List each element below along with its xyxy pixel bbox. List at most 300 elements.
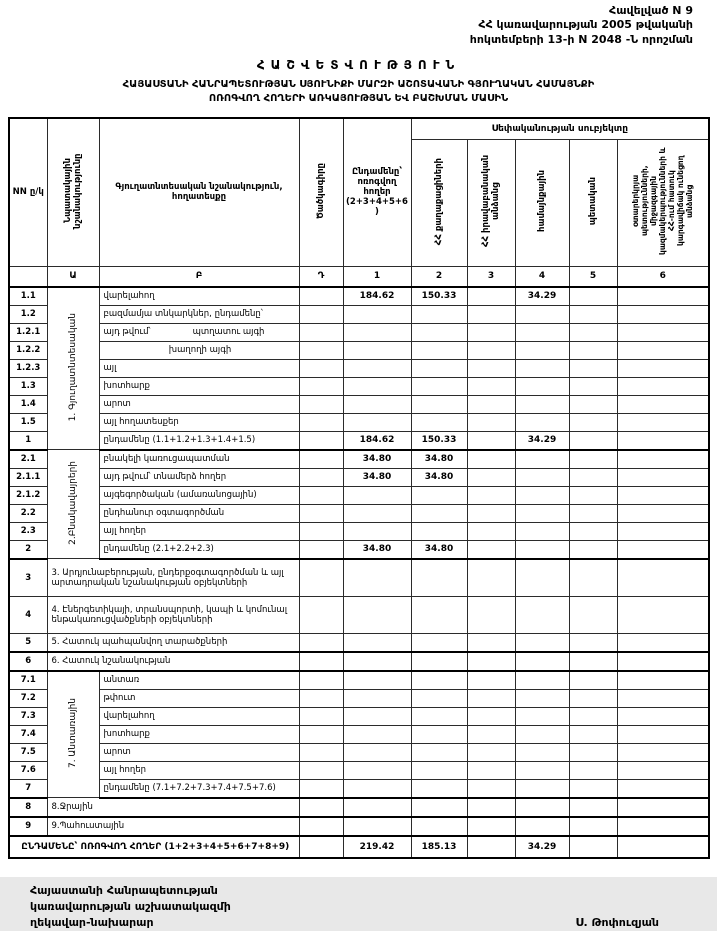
- value-cell-5: [569, 540, 617, 559]
- signatory-line-2: կառավարության աշխատակազմի: [30, 899, 231, 913]
- row-number-cell: 1.2.1: [9, 323, 47, 341]
- table-row: [9, 707, 709, 725]
- value-cell-2: [411, 707, 467, 725]
- table-row: [9, 817, 709, 836]
- table-row: [9, 798, 709, 817]
- value-cell-4: [515, 504, 569, 522]
- value-cell-1: 34.80: [343, 468, 411, 486]
- value-cell-3: [467, 707, 515, 725]
- value-cell-3: [467, 305, 515, 323]
- value-cell-0: [299, 522, 343, 540]
- value-cell-0: [299, 486, 343, 504]
- value-cell-4: [515, 540, 569, 559]
- col-header-citizens-text: ՀՀ քաղաքացիների: [433, 157, 444, 245]
- land-type-cell: 6. Հատուկ նշանակության: [47, 652, 299, 671]
- appendix-line-3: հոկտեմբերի 13-ի N 2048 -Ն որոշման: [469, 32, 693, 46]
- value-cell-1: 34.80: [343, 540, 411, 559]
- appendix-line-2: ՀՀ կառավարության 2005 թվականի: [478, 18, 693, 32]
- value-cell-4: [515, 707, 569, 725]
- col-index-9: 6: [617, 266, 709, 287]
- value-cell-6: [617, 559, 709, 597]
- purpose-group-cell: [47, 671, 99, 798]
- value-cell-4: [515, 798, 569, 817]
- value-cell-3: [467, 725, 515, 743]
- row-number-cell: 1.4: [9, 395, 47, 413]
- value-cell-1: [343, 323, 411, 341]
- appendix-line-1: Հավելված N 9: [609, 4, 693, 17]
- value-cell-2: [411, 413, 467, 431]
- table-row: [9, 450, 709, 469]
- value-cell-4: [515, 743, 569, 761]
- page-title: ՀԱՇՎԵՏՎՈՒԹՅՈՒՆ: [256, 57, 461, 72]
- row-number-cell: 7: [9, 779, 47, 798]
- value-cell-0: [299, 468, 343, 486]
- table-row: [9, 395, 709, 413]
- row-number-cell: 5: [9, 633, 47, 652]
- row-number-cell: 7.2: [9, 689, 47, 707]
- value-cell-5: [569, 725, 617, 743]
- land-type-cell: խոտհարք: [99, 377, 299, 395]
- table-row: [9, 689, 709, 707]
- value-cell-0: [299, 305, 343, 323]
- value-cell-3: [467, 450, 515, 469]
- value-cell-2: 34.80: [411, 468, 467, 486]
- value-cell-5: [569, 450, 617, 469]
- value-cell-2: [411, 652, 467, 671]
- land-type-cell: այլ հողեր: [99, 522, 299, 540]
- land-type-cell: 3. Արդյունաբերության, ընդերքօգտագործման և այլ արտադրական նշանակության օբյեկտների: [47, 559, 299, 597]
- value-cell-4: [515, 341, 569, 359]
- value-cell-1: 184.62: [343, 287, 411, 306]
- value-cell-6: [617, 468, 709, 486]
- value-cell-4: [515, 671, 569, 690]
- table-row: [9, 522, 709, 540]
- table-row: [9, 540, 709, 559]
- value-cell-2: 150.33: [411, 287, 467, 306]
- col-header-foreign-text: օտարերկրյա պետությունների, միջազգային կազմակերպությունների և ՀՀ-ում հատուկ կարգավիճակ ունեցող անձանց: [631, 147, 695, 256]
- col-index-4: 1: [343, 266, 411, 287]
- value-cell-0: [299, 725, 343, 743]
- row-number-cell: 4: [9, 596, 47, 633]
- value-cell-6: [617, 305, 709, 323]
- col-header-ownership-group: Սեփականության սուբյեկտը: [411, 118, 709, 140]
- signatory-title: [30, 883, 231, 931]
- col-header-total: Ընդամենը՝ ոռոգվող հողեր (2+3+4+5+6): [343, 118, 411, 267]
- value-cell-6: [617, 287, 709, 306]
- value-cell-0: [299, 798, 343, 817]
- value-cell-5: [569, 287, 617, 306]
- land-type-cell: բազմամյա տնկարկներ, ընդամենը՝: [99, 305, 299, 323]
- value-cell-2: [411, 689, 467, 707]
- column-index-row: [9, 266, 709, 287]
- value-cell-1: [343, 305, 411, 323]
- value-cell-1: [343, 761, 411, 779]
- value-cell-0: [299, 395, 343, 413]
- value-cell-5: [569, 413, 617, 431]
- value-cell-3: [467, 431, 515, 450]
- purpose-group-label: 2.Բնակավայրերի: [67, 460, 78, 545]
- land-type-cell: խաղողի այգի: [99, 341, 299, 359]
- table-body: [9, 287, 709, 858]
- value-cell-4: [515, 761, 569, 779]
- label-main: պտղատու այգի: [192, 327, 265, 338]
- row-number-cell: 7.3: [9, 707, 47, 725]
- value-cell-5: [569, 504, 617, 522]
- value-cell-0: [299, 817, 343, 836]
- value-cell-5: [569, 671, 617, 690]
- row-number-cell: 1.2: [9, 305, 47, 323]
- value-cell-2: [411, 341, 467, 359]
- land-type-cell: վարելահող: [99, 287, 299, 306]
- col-header-legal: [467, 139, 515, 266]
- value-cell-4: [515, 359, 569, 377]
- value-cell-5: [569, 359, 617, 377]
- col-header-foreign: [617, 139, 709, 266]
- value-cell-1: [343, 633, 411, 652]
- value-cell-3: [467, 323, 515, 341]
- row-number-cell: 7.1: [9, 671, 47, 690]
- value-cell-3: [467, 504, 515, 522]
- value-cell-3: [467, 596, 515, 633]
- value-cell-0: [299, 779, 343, 798]
- value-cell-3: [467, 377, 515, 395]
- land-type-cell: արոտ: [99, 743, 299, 761]
- land-type-cell: [99, 323, 299, 341]
- land-type-cell: արոտ: [99, 395, 299, 413]
- value-cell-1: [343, 413, 411, 431]
- value-cell-5: [569, 596, 617, 633]
- value-cell-2: [411, 817, 467, 836]
- row-number-cell: 3: [9, 559, 47, 597]
- value-cell-2: 34.80: [411, 450, 467, 469]
- value-cell-3: [467, 761, 515, 779]
- purpose-group-label: 7. Անտառային: [67, 698, 78, 769]
- grand-total-value-3: [467, 836, 515, 858]
- value-cell-5: [569, 707, 617, 725]
- row-number-cell: 1.2.3: [9, 359, 47, 377]
- value-cell-5: [569, 817, 617, 836]
- value-cell-4: [515, 377, 569, 395]
- value-cell-2: [411, 377, 467, 395]
- value-cell-5: [569, 323, 617, 341]
- table-row: [9, 431, 709, 450]
- col-index-2: Բ: [99, 266, 299, 287]
- value-cell-0: [299, 596, 343, 633]
- subtitle-line-2: ՈՌՈԳՎՈՂ ՀՈՂԵՐԻ ԱՌԿԱՅՈՒԹՅԱՆ ԵՎ ԲԱՇԽՄԱՆ ՄԱՍԻՆ: [208, 93, 509, 105]
- value-cell-0: [299, 540, 343, 559]
- value-cell-3: [467, 468, 515, 486]
- irrigated-lands-table: [8, 117, 710, 859]
- value-cell-2: [411, 504, 467, 522]
- value-cell-1: [343, 689, 411, 707]
- value-cell-6: [617, 652, 709, 671]
- value-cell-3: [467, 522, 515, 540]
- value-cell-4: 34.29: [515, 287, 569, 306]
- value-cell-1: [343, 652, 411, 671]
- value-cell-2: [411, 596, 467, 633]
- value-cell-1: [343, 486, 411, 504]
- value-cell-4: 34.29: [515, 431, 569, 450]
- signatory-line-1: Հայաստանի Հանրապետության: [30, 883, 218, 897]
- value-cell-0: [299, 559, 343, 597]
- value-cell-0: [299, 761, 343, 779]
- value-cell-4: [515, 689, 569, 707]
- row-number-cell: 2.1: [9, 450, 47, 469]
- table-row: [9, 671, 709, 690]
- table-row: [9, 504, 709, 522]
- value-cell-1: [343, 504, 411, 522]
- value-cell-2: [411, 743, 467, 761]
- value-cell-4: [515, 468, 569, 486]
- land-type-cell: այլ: [99, 359, 299, 377]
- value-cell-6: [617, 522, 709, 540]
- value-cell-6: [617, 486, 709, 504]
- value-cell-6: [617, 707, 709, 725]
- col-index-5: 2: [411, 266, 467, 287]
- value-cell-0: [299, 671, 343, 690]
- grand-total-value-5: [569, 836, 617, 858]
- table-row: [9, 287, 709, 306]
- col-index-7: 4: [515, 266, 569, 287]
- col-header-citizens: [411, 139, 467, 266]
- row-number-cell: 2.2: [9, 504, 47, 522]
- value-cell-2: [411, 559, 467, 597]
- col-index-6: 3: [467, 266, 515, 287]
- value-cell-1: [343, 377, 411, 395]
- value-cell-3: [467, 743, 515, 761]
- value-cell-3: [467, 413, 515, 431]
- value-cell-6: [617, 377, 709, 395]
- row-number-cell: 1.2.2: [9, 341, 47, 359]
- col-header-community-text: համայնքային: [536, 170, 547, 233]
- subtitle-line-1: ՀԱՅԱՍՏԱՆԻ ՀԱՆՐԱՊԵՏՈՒԹՅԱՆ ՍՅՈՒՆԻՔԻ ՄԱՐԶԻ ԱՇՈՏԱՎԱՆԻ ԳՅՈՒՂԱԿԱՆ ՀԱՄԱՅՆՔԻ: [122, 78, 595, 90]
- value-cell-5: [569, 341, 617, 359]
- col-index-0: [9, 266, 47, 287]
- value-cell-5: [569, 559, 617, 597]
- value-cell-6: [617, 761, 709, 779]
- table-row: [9, 413, 709, 431]
- value-cell-6: [617, 450, 709, 469]
- value-cell-3: [467, 540, 515, 559]
- purpose-group-cell: [47, 287, 99, 450]
- table-row: [9, 323, 709, 341]
- value-cell-0: [299, 633, 343, 652]
- value-cell-3: [467, 652, 515, 671]
- value-cell-5: [569, 779, 617, 798]
- value-cell-2: [411, 633, 467, 652]
- col-header-community: [515, 139, 569, 266]
- value-cell-4: [515, 395, 569, 413]
- value-cell-0: [299, 431, 343, 450]
- value-cell-3: [467, 779, 515, 798]
- land-type-cell: այլ հողատեսքեր: [99, 413, 299, 431]
- col-header-code: [299, 118, 343, 267]
- row-number-cell: 1.1: [9, 287, 47, 306]
- value-cell-2: [411, 725, 467, 743]
- value-cell-5: [569, 798, 617, 817]
- land-type-cell: ընդհանուր օգտագործման: [99, 504, 299, 522]
- land-type-cell: վարելահող: [99, 707, 299, 725]
- value-cell-4: [515, 596, 569, 633]
- land-type-cell: 8.Ջրային: [47, 798, 299, 817]
- table-row: [9, 559, 709, 597]
- page-subtitle: [0, 78, 717, 107]
- value-cell-6: [617, 725, 709, 743]
- land-type-cell: թփուտ: [99, 689, 299, 707]
- table-row: [9, 596, 709, 633]
- grand-total-row: [9, 836, 709, 858]
- value-cell-3: [467, 341, 515, 359]
- value-cell-5: [569, 395, 617, 413]
- value-cell-3: [467, 633, 515, 652]
- value-cell-6: [617, 540, 709, 559]
- land-type-cell: ընդամենը (7.1+7.2+7.3+7.4+7.5+7.6): [99, 779, 299, 798]
- value-cell-5: [569, 486, 617, 504]
- value-cell-6: [617, 596, 709, 633]
- col-header-land-type: Գյուղատնտեսական նշանակություն, հողատեսքը: [99, 118, 299, 267]
- value-cell-6: [617, 413, 709, 431]
- value-cell-0: [299, 413, 343, 431]
- grand-total-value-0: [299, 836, 343, 858]
- table-row: [9, 633, 709, 652]
- land-type-cell: բնակելի կառուցապատման: [99, 450, 299, 469]
- grand-total-value-4: 34.29: [515, 836, 569, 858]
- col-index-1: Ա: [47, 266, 99, 287]
- value-cell-4: [515, 486, 569, 504]
- value-cell-3: [467, 671, 515, 690]
- value-cell-6: [617, 431, 709, 450]
- value-cell-6: [617, 689, 709, 707]
- value-cell-0: [299, 689, 343, 707]
- value-cell-4: [515, 725, 569, 743]
- value-cell-1: 184.62: [343, 431, 411, 450]
- table-row: [9, 486, 709, 504]
- signature-name: Ս. Թոփուզյան: [575, 915, 659, 929]
- value-cell-5: [569, 761, 617, 779]
- value-cell-1: [343, 779, 411, 798]
- value-cell-3: [467, 559, 515, 597]
- grand-total-label: ԸՆԴԱՄԵՆԸ՝ ՈՌՈԳՎՈՂ ՀՈՂԵՐ (1+2+3+4+5+6+7+8+9): [9, 836, 299, 858]
- value-cell-1: [343, 596, 411, 633]
- land-type-cell: անտառ: [99, 671, 299, 690]
- table-row: [9, 725, 709, 743]
- value-cell-1: [343, 341, 411, 359]
- value-cell-2: 34.80: [411, 540, 467, 559]
- value-cell-2: [411, 323, 467, 341]
- value-cell-6: [617, 504, 709, 522]
- col-header-purpose-text: Նպատակային նշանակությունը: [62, 153, 83, 229]
- land-type-cell: այլ հողեր: [99, 761, 299, 779]
- label-prefix: այդ թվում՝: [103, 327, 151, 338]
- value-cell-6: [617, 817, 709, 836]
- value-cell-1: [343, 359, 411, 377]
- row-number-cell: 6: [9, 652, 47, 671]
- value-cell-2: 150.33: [411, 431, 467, 450]
- table-row: [9, 468, 709, 486]
- land-type-cell: այգեգործական (ամառանոցային): [99, 486, 299, 504]
- value-cell-0: [299, 743, 343, 761]
- value-cell-3: [467, 689, 515, 707]
- col-index-3: Դ: [299, 266, 343, 287]
- col-header-legal-text: ՀՀ իրավաբանական անձանց: [480, 155, 501, 248]
- value-cell-4: [515, 652, 569, 671]
- land-type-cell: ընդամենը (1.1+1.2+1.3+1.4+1.5): [99, 431, 299, 450]
- value-cell-1: [343, 522, 411, 540]
- value-cell-5: [569, 743, 617, 761]
- value-cell-1: [343, 817, 411, 836]
- value-cell-6: [617, 779, 709, 798]
- value-cell-5: [569, 468, 617, 486]
- value-cell-6: [617, 743, 709, 761]
- appendix-block: [0, 0, 717, 47]
- value-cell-1: [343, 395, 411, 413]
- value-cell-3: [467, 798, 515, 817]
- value-cell-5: [569, 689, 617, 707]
- value-cell-1: [343, 798, 411, 817]
- value-cell-0: [299, 323, 343, 341]
- col-header-nn: NN ը/կ: [9, 118, 47, 267]
- value-cell-2: [411, 305, 467, 323]
- value-cell-6: [617, 395, 709, 413]
- value-cell-1: [343, 725, 411, 743]
- grand-total-value-2: 185.13: [411, 836, 467, 858]
- grand-total-value-1: 219.42: [343, 836, 411, 858]
- value-cell-4: [515, 305, 569, 323]
- table-row: [9, 779, 709, 798]
- value-cell-2: [411, 359, 467, 377]
- value-cell-0: [299, 341, 343, 359]
- grand-total-value-6: [617, 836, 709, 858]
- value-cell-4: [515, 559, 569, 597]
- table-row: [9, 761, 709, 779]
- value-cell-4: [515, 450, 569, 469]
- value-cell-6: [617, 798, 709, 817]
- row-number-cell: 1.5: [9, 413, 47, 431]
- land-type-cell: 5. Հատուկ պահպանվող տարածքների: [47, 633, 299, 652]
- row-number-cell: 2.1.2: [9, 486, 47, 504]
- value-cell-4: [515, 323, 569, 341]
- table-row: [9, 341, 709, 359]
- value-cell-3: [467, 817, 515, 836]
- value-cell-5: [569, 431, 617, 450]
- col-index-8: 5: [569, 266, 617, 287]
- signatory-line-3: ղեկավար-նախարար: [30, 915, 154, 929]
- value-cell-5: [569, 522, 617, 540]
- land-type-cell: 9.Պահուստային: [47, 817, 299, 836]
- value-cell-6: [617, 323, 709, 341]
- value-cell-6: [617, 671, 709, 690]
- row-number-cell: 2.3: [9, 522, 47, 540]
- value-cell-2: [411, 522, 467, 540]
- row-number-cell: 1: [9, 431, 47, 450]
- value-cell-3: [467, 486, 515, 504]
- value-cell-0: [299, 377, 343, 395]
- value-cell-1: [343, 707, 411, 725]
- col-header-code-text: Ծածկագիրը: [315, 162, 326, 219]
- value-cell-1: [343, 743, 411, 761]
- row-number-cell: 2.1.1: [9, 468, 47, 486]
- value-cell-4: [515, 817, 569, 836]
- land-type-cell: ընդամենը (2.1+2.2+2.3): [99, 540, 299, 559]
- row-number-cell: 2: [9, 540, 47, 559]
- value-cell-1: 34.80: [343, 450, 411, 469]
- row-number-cell: 7.5: [9, 743, 47, 761]
- land-type-cell: խոտհարք: [99, 725, 299, 743]
- land-type-cell: 4. Էներգետիկայի, տրանսպորտի, կապի և կոմունալ ենթակառուցվածքների օբյեկտների: [47, 596, 299, 633]
- value-cell-0: [299, 359, 343, 377]
- table-row: [9, 359, 709, 377]
- value-cell-4: [515, 522, 569, 540]
